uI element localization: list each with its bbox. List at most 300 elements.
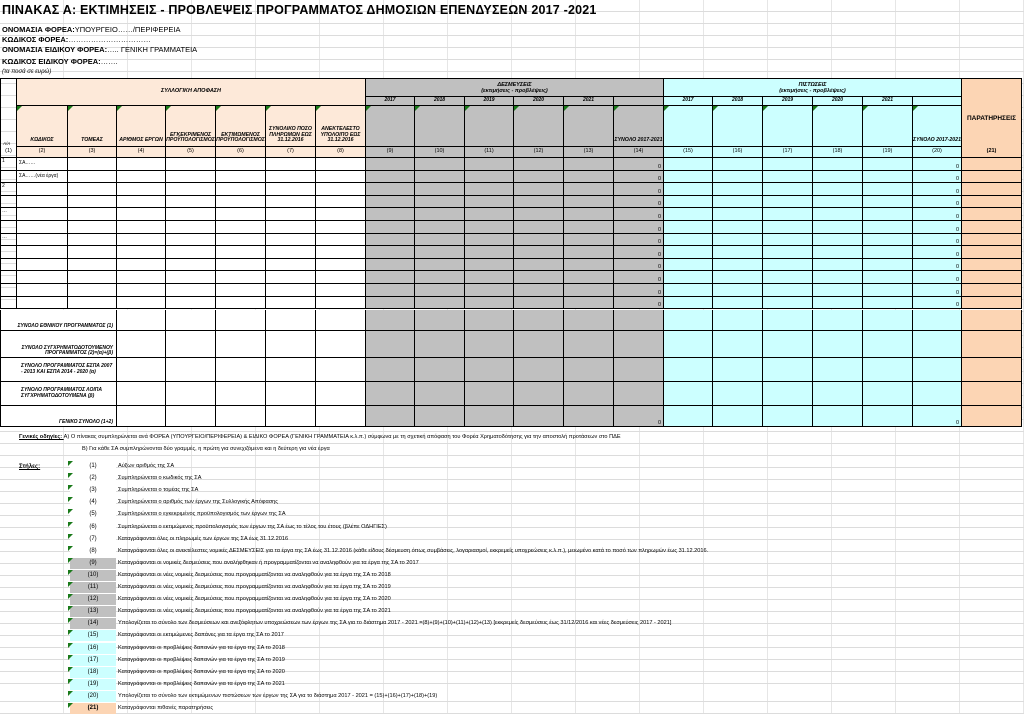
table-cell[interactable] [514,358,564,382]
table-cell[interactable] [465,246,514,259]
table-cell[interactable] [17,208,68,221]
table-cell[interactable] [266,158,316,171]
table-cell[interactable] [564,331,614,358]
table-cell[interactable] [415,406,465,427]
table-cell[interactable] [664,234,713,246]
table-cell[interactable] [465,358,514,382]
table-cell[interactable] [216,331,266,358]
table-cell[interactable] [514,331,564,358]
table-cell[interactable] [514,382,564,406]
table-cell[interactable] [316,246,366,259]
table-cell[interactable] [166,234,216,246]
table-cell[interactable] [316,221,366,234]
table-cell[interactable] [813,297,863,309]
table-cell[interactable] [68,284,117,297]
table-cell[interactable] [763,406,813,427]
row-code[interactable]: ΣΑ……(νέα έργα) [17,171,68,183]
table-cell[interactable] [366,196,415,208]
table-cell[interactable] [962,284,1022,297]
table-cell[interactable] [266,208,316,221]
table-cell[interactable] [863,196,913,208]
table-cell[interactable] [216,310,266,331]
table-cell[interactable] [266,171,316,183]
table-cell[interactable] [117,358,166,382]
table-cell[interactable] [68,271,117,284]
table-cell[interactable] [664,406,713,427]
table-cell[interactable] [216,259,266,271]
table-cell[interactable] [465,310,514,331]
table-cell[interactable] [465,196,514,208]
table-cell[interactable] [564,171,614,183]
table-cell[interactable] [763,234,813,246]
table-cell[interactable] [564,310,614,331]
table-cell[interactable] [813,171,863,183]
table-cell[interactable] [863,406,913,427]
table-cell[interactable] [962,221,1022,234]
table-cell[interactable] [366,271,415,284]
table-cell[interactable] [763,171,813,183]
table-cell[interactable] [813,196,863,208]
table-cell[interactable] [813,221,863,234]
table-cell[interactable] [713,259,763,271]
table-cell[interactable] [216,158,266,171]
table-cell[interactable] [713,171,763,183]
table-cell[interactable] [664,183,713,196]
table-cell[interactable] [415,246,465,259]
table-cell[interactable] [863,382,913,406]
table-cell[interactable] [514,171,564,183]
table-cell[interactable] [415,331,465,358]
table-cell[interactable] [266,183,316,196]
table-cell[interactable] [813,382,863,406]
table-cell[interactable] [166,382,216,406]
table-cell[interactable] [366,284,415,297]
table-cell[interactable] [415,358,465,382]
table-cell[interactable] [415,183,465,196]
table-cell[interactable] [216,382,266,406]
table-cell[interactable] [216,196,266,208]
table-cell[interactable] [68,183,117,196]
table-cell[interactable] [713,406,763,427]
table-cell[interactable] [166,271,216,284]
table-cell[interactable] [166,246,216,259]
table-cell[interactable] [564,406,614,427]
table-cell[interactable] [664,358,713,382]
table-cell[interactable] [166,284,216,297]
table-cell[interactable] [763,221,813,234]
table-cell[interactable] [514,183,564,196]
table-cell[interactable] [415,208,465,221]
table-cell[interactable] [68,234,117,246]
table-cell[interactable] [17,284,68,297]
table-cell[interactable] [664,246,713,259]
table-cell[interactable] [166,158,216,171]
table-cell[interactable] [17,234,68,246]
table-cell[interactable] [117,208,166,221]
summary-label: ΣΥΝΟΛΟ ΠΡΟΓΡΑΜΜΑΤΟΣ ΛΟΙΠΑ ΣΥΓΧΡΗΜΑΤΟΔΟΤΟΥΜΕΝΑ (β) [0,382,117,406]
table-cell[interactable] [366,406,415,427]
table-cell[interactable] [713,297,763,309]
table-cell[interactable] [813,183,863,196]
table-cell[interactable] [713,382,763,406]
table-cell[interactable] [316,406,366,427]
table-cell[interactable] [465,259,514,271]
table-cell[interactable] [266,406,316,427]
table-cell[interactable] [813,158,863,171]
table-cell[interactable] [216,271,266,284]
table-cell[interactable] [514,297,564,309]
table-cell[interactable] [316,196,366,208]
table-cell[interactable] [166,171,216,183]
table-cell[interactable] [863,234,913,246]
table-cell[interactable] [166,297,216,309]
table-cell[interactable] [17,246,68,259]
table-cell[interactable] [366,183,415,196]
table-cell[interactable] [564,246,614,259]
table-cell[interactable] [564,158,614,171]
table-cell[interactable] [17,259,68,271]
table-cell[interactable] [17,221,68,234]
table-cell[interactable] [813,331,863,358]
table-cell[interactable] [316,183,366,196]
table-cell[interactable] [117,221,166,234]
table-cell[interactable] [366,171,415,183]
table-cell[interactable] [713,221,763,234]
table-cell[interactable] [117,331,166,358]
table-cell[interactable] [366,221,415,234]
table-cell[interactable] [366,297,415,309]
table-cell[interactable] [713,310,763,331]
table-cell[interactable] [564,221,614,234]
comment-marker-icon [68,594,73,599]
table-cell[interactable] [117,234,166,246]
table-cell[interactable] [863,297,913,309]
table-cell[interactable] [117,297,166,309]
table-cell[interactable] [366,158,415,171]
table-cell[interactable] [962,234,1022,246]
table-cell[interactable] [763,358,813,382]
table-cell[interactable] [863,171,913,183]
table-cell[interactable] [465,221,514,234]
table-cell[interactable] [117,382,166,406]
table-cell[interactable] [514,246,564,259]
table-cell[interactable] [514,406,564,427]
table-cell[interactable] [763,208,813,221]
table-cell[interactable] [117,158,166,171]
table-cell[interactable] [763,271,813,284]
table-cell[interactable] [117,284,166,297]
table-cell[interactable] [514,310,564,331]
table-cell[interactable] [166,183,216,196]
table-cell[interactable] [216,297,266,309]
table-cell[interactable] [564,297,614,309]
table-cell[interactable] [316,358,366,382]
table-cell[interactable] [316,382,366,406]
table-cell[interactable] [713,183,763,196]
table-cell[interactable] [514,158,564,171]
table-cell[interactable] [813,406,863,427]
table-cell[interactable] [863,358,913,382]
table-cell[interactable] [266,259,316,271]
table-cell[interactable] [216,358,266,382]
table-cell[interactable] [713,284,763,297]
table-cell[interactable] [366,208,415,221]
table-cell[interactable] [266,382,316,406]
table-cell[interactable] [316,158,366,171]
table-cell[interactable] [962,310,1022,331]
table-cell[interactable] [465,297,514,309]
table-cell[interactable] [415,310,465,331]
table-cell[interactable] [266,284,316,297]
table-cell[interactable] [962,196,1022,208]
table-cell[interactable] [564,271,614,284]
table-cell[interactable] [316,234,366,246]
table-cell[interactable] [415,382,465,406]
table-cell[interactable] [863,183,913,196]
table-cell[interactable] [266,297,316,309]
table-cell[interactable] [216,406,266,427]
table-cell[interactable] [564,183,614,196]
table-cell[interactable] [465,406,514,427]
table-cell[interactable] [366,246,415,259]
table-cell[interactable] [962,183,1022,196]
table-cell[interactable] [763,382,813,406]
table-cell[interactable] [17,271,68,284]
table-cell[interactable] [117,259,166,271]
table-cell[interactable] [962,331,1022,358]
table-cell[interactable] [117,171,166,183]
table-cell[interactable] [962,171,1022,183]
table-cell[interactable] [863,310,913,331]
table-cell[interactable] [465,158,514,171]
table-cell[interactable] [68,158,117,171]
table-cell[interactable] [166,406,216,427]
table-cell[interactable] [514,221,564,234]
table-cell[interactable] [514,284,564,297]
table-cell[interactable] [713,271,763,284]
table-cell[interactable] [316,208,366,221]
table-cell[interactable] [366,331,415,358]
table-cell[interactable] [266,358,316,382]
table-cell[interactable] [216,183,266,196]
table-cell[interactable] [166,259,216,271]
table-cell[interactable] [68,297,117,309]
table-cell[interactable] [664,259,713,271]
table-cell[interactable] [962,158,1022,171]
table-cell[interactable] [863,158,913,171]
table-cell[interactable] [664,271,713,284]
table-cell[interactable] [763,158,813,171]
table-cell[interactable] [962,382,1022,406]
table-cell[interactable] [664,196,713,208]
table-cell[interactable] [763,196,813,208]
table-cell[interactable] [863,221,913,234]
table-cell[interactable] [415,234,465,246]
table-cell[interactable] [664,382,713,406]
table-cell[interactable] [713,208,763,221]
table-cell[interactable] [863,271,913,284]
table-cell[interactable] [813,246,863,259]
table-cell[interactable] [664,208,713,221]
table-cell[interactable] [962,259,1022,271]
table-cell[interactable] [166,310,216,331]
table-cell[interactable] [266,196,316,208]
table-cell[interactable] [813,259,863,271]
table-cell[interactable] [117,183,166,196]
table-cell[interactable] [763,331,813,358]
table-cell[interactable] [564,196,614,208]
table-cell[interactable] [68,208,117,221]
table-cell[interactable] [316,297,366,309]
table-cell[interactable] [564,208,614,221]
table-cell[interactable] [813,358,863,382]
table-cell[interactable] [713,196,763,208]
table-cell[interactable] [514,271,564,284]
table-cell[interactable] [763,183,813,196]
table-cell[interactable] [813,271,863,284]
table-cell[interactable] [713,358,763,382]
table-cell[interactable] [564,259,614,271]
table-cell[interactable] [316,331,366,358]
table-cell[interactable] [664,297,713,309]
table-cell[interactable] [216,284,266,297]
table-cell[interactable] [68,171,117,183]
column-number: (9) [366,147,415,158]
table-cell[interactable] [17,196,68,208]
table-cell[interactable] [713,158,763,171]
table-cell[interactable] [962,358,1022,382]
table-cell[interactable] [415,221,465,234]
table-cell[interactable] [763,284,813,297]
table-cell[interactable] [664,158,713,171]
table-cell[interactable] [713,234,763,246]
table-cell[interactable] [68,259,117,271]
table-cell[interactable] [813,284,863,297]
table-cell[interactable] [117,246,166,259]
table-cell[interactable] [316,310,366,331]
table-cell[interactable] [465,331,514,358]
table-cell[interactable] [415,171,465,183]
table-cell[interactable] [664,331,713,358]
table-cell[interactable] [316,271,366,284]
table-cell[interactable] [564,358,614,382]
table-cell[interactable] [266,221,316,234]
table-cell[interactable] [216,221,266,234]
table-cell[interactable] [117,196,166,208]
table-cell[interactable] [415,196,465,208]
table-cell[interactable] [465,284,514,297]
table-cell[interactable] [664,284,713,297]
table-cell[interactable] [763,259,813,271]
table-cell[interactable] [763,297,813,309]
table-cell[interactable] [166,196,216,208]
table-cell[interactable] [664,310,713,331]
table-cell[interactable] [17,297,68,309]
table-cell[interactable] [166,358,216,382]
table-cell[interactable] [564,382,614,406]
table-cell[interactable] [415,284,465,297]
table-cell[interactable] [266,234,316,246]
table-cell[interactable] [316,171,366,183]
table-cell[interactable] [813,310,863,331]
table-cell[interactable] [763,246,813,259]
table-cell[interactable] [266,246,316,259]
table-cell[interactable] [564,234,614,246]
table-cell[interactable] [316,284,366,297]
table-cell[interactable] [266,310,316,331]
table-cell[interactable] [366,310,415,331]
table-cell[interactable] [514,234,564,246]
table-cell[interactable] [962,208,1022,221]
table-cell[interactable] [415,259,465,271]
table-cell[interactable] [713,246,763,259]
table-cell[interactable] [415,297,465,309]
table-cell[interactable] [514,196,564,208]
table-cell[interactable] [514,259,564,271]
table-cell[interactable] [316,259,366,271]
table-cell[interactable] [68,221,117,234]
table-cell[interactable] [266,331,316,358]
table-cell[interactable] [962,406,1022,427]
table-cell[interactable] [117,271,166,284]
table-cell[interactable] [216,246,266,259]
table-cell[interactable] [863,208,913,221]
table-cell[interactable] [465,171,514,183]
table-cell[interactable] [68,246,117,259]
table-cell[interactable] [266,271,316,284]
row-code[interactable]: ΣΑ…… [17,158,68,171]
table-cell[interactable] [813,208,863,221]
table-cell[interactable] [564,284,614,297]
table-cell[interactable] [366,382,415,406]
table-cell[interactable] [117,310,166,331]
table-cell[interactable] [465,382,514,406]
table-cell[interactable] [664,171,713,183]
table-cell[interactable] [17,183,68,196]
table-cell[interactable] [117,406,166,427]
table-cell[interactable] [216,171,266,183]
table-cell[interactable] [415,271,465,284]
table-cell[interactable] [863,331,913,358]
table-cell[interactable] [863,246,913,259]
table-cell[interactable] [763,310,813,331]
table-cell[interactable] [962,271,1022,284]
table-cell[interactable] [216,208,266,221]
column-number: (21) [962,147,1022,158]
table-cell[interactable] [962,246,1022,259]
table-cell[interactable] [863,284,913,297]
table-cell[interactable] [166,331,216,358]
table-cell[interactable] [415,158,465,171]
table-cell[interactable] [962,297,1022,309]
table-cell[interactable] [216,234,266,246]
table-cell[interactable] [465,208,514,221]
table-cell[interactable] [366,259,415,271]
table-cell[interactable] [713,331,763,358]
table-cell[interactable] [68,196,117,208]
table-cell[interactable] [664,221,713,234]
table-cell[interactable] [813,234,863,246]
table-cell[interactable] [514,208,564,221]
table-cell[interactable] [166,221,216,234]
table-cell[interactable] [366,358,415,382]
table-cell[interactable] [166,208,216,221]
table-cell[interactable] [465,271,514,284]
table-cell[interactable] [366,234,415,246]
table-cell[interactable] [465,234,514,246]
table-cell[interactable] [863,259,913,271]
table-cell[interactable] [465,183,514,196]
